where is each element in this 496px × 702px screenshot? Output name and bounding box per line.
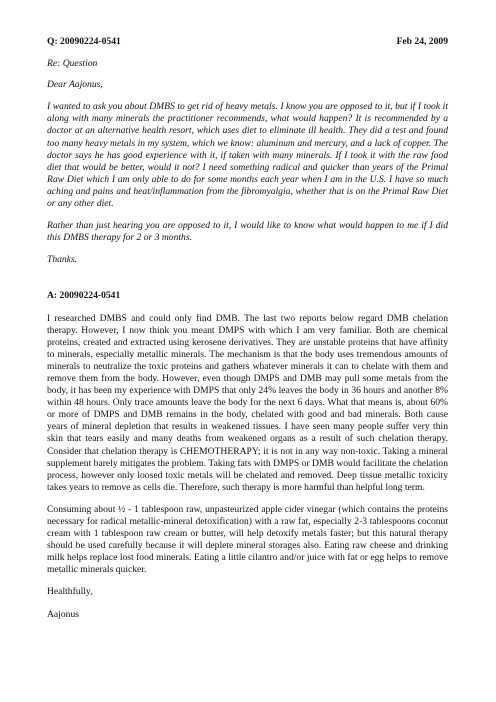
section-spacer xyxy=(47,276,448,290)
question-paragraph: Rather than just hearing you are opposed to it, I would like to know what would happen to me if I did this DMBS therapy for 2 or 3 months. xyxy=(47,220,448,244)
question-date: Feb 24, 2009 xyxy=(396,36,448,47)
answer-body xyxy=(47,290,448,620)
answer-paragraph: Consuming about ½ - 1 tablespoon raw, unpasteurized apple cider vinegar (which contains the proteins necessary for radical metallic-mineral detoxification) with a raw fat, especially 2-3 tablespoons coconut cream with 1 tablespoon raw cream or butter, will help detoxify metals faster; but this natural therapy should be used carefully because it will deplete mineral storages also. Eating raw cheese and drinking milk helps replace lost food minerals. Eating a little cilantro and/or juice with fat or egg helps to remove metallic minerals quicker. xyxy=(47,503,448,576)
question-id: Q: 20090224-0541 xyxy=(47,36,121,47)
question-body xyxy=(47,58,448,266)
answer-paragraph: I researched DMBS and could only find DMB. The last two reports below regard DMB chelation therapy. However, I now think you meant DMPS with which I am very familiar. Both are chemical proteins, created and extracted using kerosene derivatives. They are unstable proteins that have affinity to minerals, especially metallic minerals. The mechanism is that the body uses tremendous amounts of minerals to neutralize the toxic proteins and gathers whatever minerals it can to chelate with them and remove them from the body. However, even though DMPS and DMB may pull some metals from the body, it has been my experience with DMPS that only 24% leaves the body in 36 hours and another 8% within 48 hours. Only trace amounts leave the body for the next 6 days. What that means is, about 60% or more of DMPS and DMB remains in the body, chelated with good and bad minerals. Both cause years of mineral depletion that results in weakened tissues. I have seen many people suffer very thin skin that tears easily and many deaths from weakened organs as a result of such chelation therapy. Consider that chelation therapy is CHEMOTHERAPY; it is not in any way non-toxic. Taking a mineral supplement barely mitigates the problem. Taking fats with DMPS or DMB would facilitate the chelation process, however only loosed toxic metals will be chelated and removed. Deep tissue metallic toxicity takes years to remove as cells die. Therefore, such therapy is more harmful than helpful long term. xyxy=(47,312,448,493)
answer-signature: Aajonus xyxy=(47,608,79,620)
question-salutation: Dear Aajonus, xyxy=(47,79,103,91)
question-thanks: Thanks. xyxy=(47,254,78,266)
answer-id: A: 20090224-0541 xyxy=(47,290,121,302)
document-page xyxy=(47,36,448,631)
answer-closing: Healthfully, xyxy=(47,586,93,598)
question-header xyxy=(47,36,448,48)
question-subject: Re: Question xyxy=(47,58,98,70)
question-paragraph: I wanted to ask you about DMBS to get rid of heavy metals. I know you are opposed to it, but if I took it along with many minerals the practitioner recommends, what would happen? It is recommended by a doctor at an alternative health resort, which uses diet to eliminate ill health. They did a test and found too many heavy metals in my system, which we know: aluminum and mercury, and a lack of copper. The doctor says he has good experience with it, if taken with many minerals. If I took it with the raw food diet that would be better, would it not? I need something radical and quicker than years of the Primal Raw Diet which I am only able to do for some months each year when I am in the U.S. I have so much aching and pains and heat/inflammation from the fibromyalgia, whether that is on the Primal Raw Diet or any other diet. xyxy=(47,101,448,210)
